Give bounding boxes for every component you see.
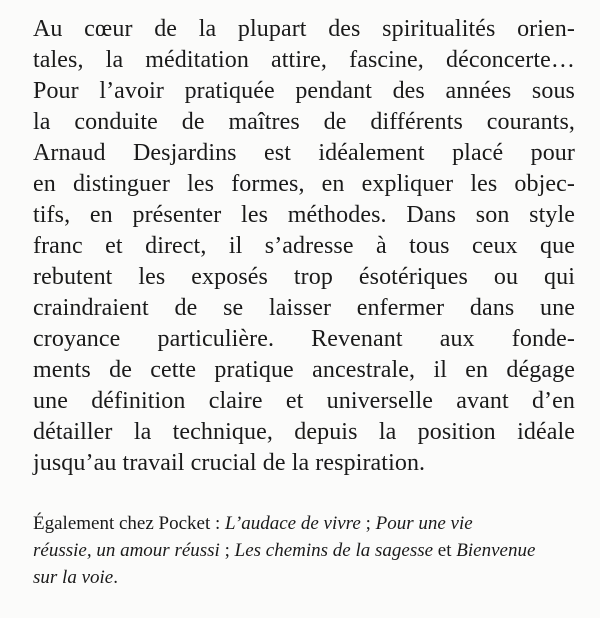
description-line: croyance particulière. Revenant aux fonde- bbox=[33, 326, 575, 352]
description-line: en distinguer les formes, en expliquer les objec- bbox=[33, 171, 575, 197]
description-line: jusqu’au travail crucial de la respiration. bbox=[33, 450, 426, 476]
book-title: réussie, un amour réussi bbox=[33, 540, 220, 561]
book-title: Les chemins de la sagesse bbox=[234, 540, 434, 561]
book-title: Bienvenue bbox=[456, 540, 536, 561]
separator: ; bbox=[219, 540, 235, 561]
description-line: Pour l’avoir pratiquée pendant des années sous bbox=[33, 78, 575, 104]
conjunction: et bbox=[433, 540, 457, 561]
description-line: une définition claire et universelle avant d’en bbox=[33, 388, 575, 414]
description-line: craindraient de se laisser enfermer dans une bbox=[33, 295, 575, 321]
description-line: tifs, en présenter les méthodes. Dans son style bbox=[33, 202, 575, 228]
also-available-line-3 bbox=[33, 564, 573, 591]
description-line: rebutent les exposés trop ésotériques ou qui bbox=[33, 264, 575, 290]
book-title: Pour une vie bbox=[375, 513, 473, 534]
description-line: Arnaud Desjardins est idéalement placé pour bbox=[33, 140, 575, 166]
description-line: la conduite de maîtres de différents courants, bbox=[33, 109, 575, 135]
description-line: ments de cette pratique ancestrale, il en dégage bbox=[33, 357, 575, 383]
description-line: détailler la technique, depuis la position idéale bbox=[33, 419, 575, 445]
description-line: franc et direct, il s’adresse à tous ceux que bbox=[33, 233, 575, 259]
book-title: L’audace de vivre bbox=[225, 513, 361, 534]
also-available-note bbox=[33, 510, 573, 591]
also-intro: Également chez Pocket : bbox=[33, 513, 226, 534]
book-title: sur la voie bbox=[33, 567, 114, 588]
book-description bbox=[33, 14, 580, 479]
also-available-line-2 bbox=[33, 537, 573, 564]
description-line: tales, la méditation attire, fascine, déconcerte… bbox=[33, 47, 575, 73]
also-available-line-1 bbox=[33, 510, 573, 537]
separator: ; bbox=[360, 513, 376, 534]
end-punctuation: . bbox=[113, 567, 118, 588]
description-line: Au cœur de la plupart des spiritualités orien- bbox=[33, 16, 575, 42]
